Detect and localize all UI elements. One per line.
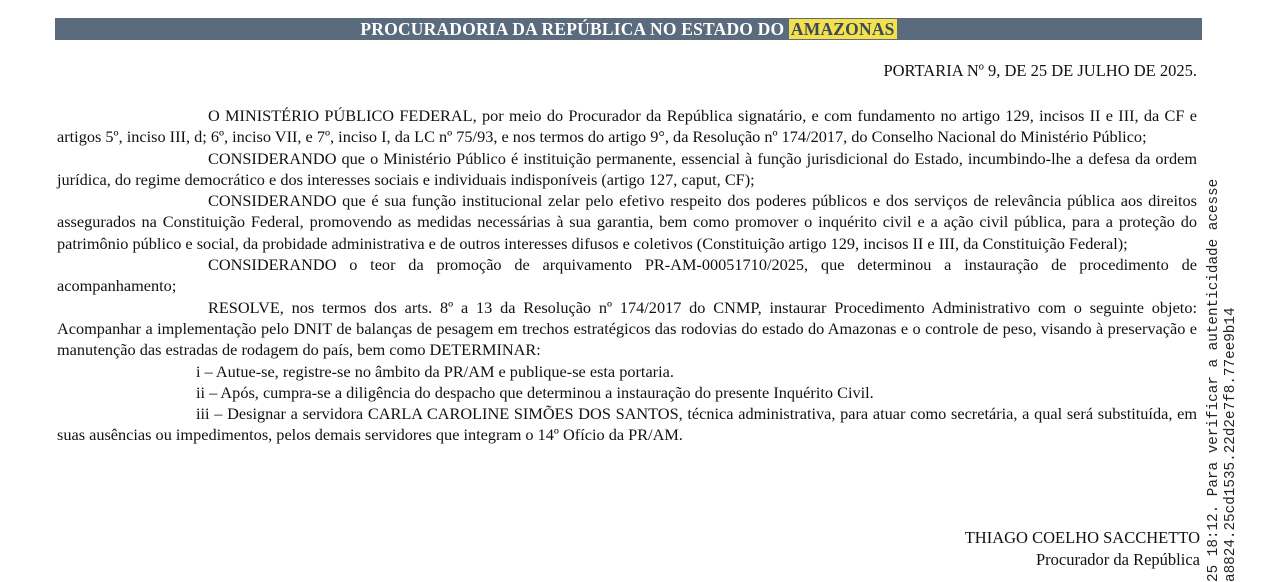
header-band: [55, 18, 1202, 40]
paragraph-considerando-3: CONSIDERANDO o teor da promoção de arquivamento PR-AM-00051710/2025, que determinou a instauração de procedimento de acompanhamento;: [57, 255, 1197, 296]
determination-item-iii: iii – Designar a servidora CARLA CAROLINE SIMÕES DOS SANTOS, técnica administrativa, para atuar como secretária, a qual será substituída, em suas ausências ou impedimentos, pelos demais servidores que integram o 14º Ofício da PR/AM.: [57, 404, 1197, 445]
signature-block: [965, 527, 1200, 571]
determination-item-i: i – Autue-se, registre-se no âmbito da PR/AM e publique-se esta portaria.: [196, 361, 674, 381]
paragraph-considerando-2: CONSIDERANDO que é sua função institucional zelar pelo efetivo respeito dos poderes públicos e dos serviços de relevância pública aos direitos assegurados na Constituição Federal, promovendo as medidas necessárias à sua garantia, bem como promover o inquérito civil e a ação civil pública, para a proteção do patrimônio público e social, da probidade administrativa e de outros interesses difusos e coletivos (Constituição artigo 129, incisos II e III, da Constituição Federal);: [57, 191, 1197, 253]
document-body: [57, 105, 1197, 446]
header-title-prefix: PROCURADORIA DA REPÚBLICA NO ESTADO DO: [360, 18, 789, 39]
authenticity-stamp-line-1: 25 18:12. Para verificar a autenticidade acesse: [1206, 178, 1222, 582]
header-title-highlight: AMAZONAS: [790, 18, 895, 39]
paragraph-resolve: RESOLVE, nos termos dos arts. 8º a 13 da Resolução nº 174/2017 do CNMP, instaurar Procedimento Administrativo com o seguinte objeto: Acompanhar a implementação pelo DNIT de balanças de pesagem em trechos estratégicos das rodovias do estado do Amazonas e o controle de peso, visando à preservação e manutenção das estradas de rodagem do país, bem como DETERMINAR:: [57, 297, 1197, 360]
signature-name: THIAGO COELHO SACCHETTO: [964, 528, 1200, 547]
authenticity-stamp-line-2: a8824.25cd1535.22d2e7f8.77ee9b14: [1223, 307, 1239, 582]
determination-item-ii: ii – Após, cumpra-se a diligência do despacho que determinou a instauração do presente Inquérito Civil.: [196, 382, 874, 402]
portaria-title: PORTARIA Nº 9, DE 25 DE JULHO DE 2025.: [883, 61, 1197, 80]
header-title: [360, 19, 896, 40]
paragraph-considerando-1: CONSIDERANDO que o Ministério Público é instituição permanente, essencial à função jurisdicional do Estado, incumbindo-lhe a defesa da ordem jurídica, do regime democrático e dos interesses sociais e individuais indisponíveis (artigo 127, caput, CF);: [57, 148, 1197, 189]
authenticity-stamp: [1206, 102, 1240, 582]
paragraph-preamble: O MINISTÉRIO PÚBLICO FEDERAL, por meio do Procurador da República signatário, e com fundamento no artigo 129, incisos II e III, da CF e artigos 5º, inciso III, d; 6º, inciso VII, e 7º, inciso I, da LC nº 75/93, e nos termos do artigo 9°, da Resolução nº 174/2017, do Conselho Nacional do Ministério Público;: [57, 106, 1197, 147]
signature-role: Procurador da República: [1035, 550, 1200, 569]
